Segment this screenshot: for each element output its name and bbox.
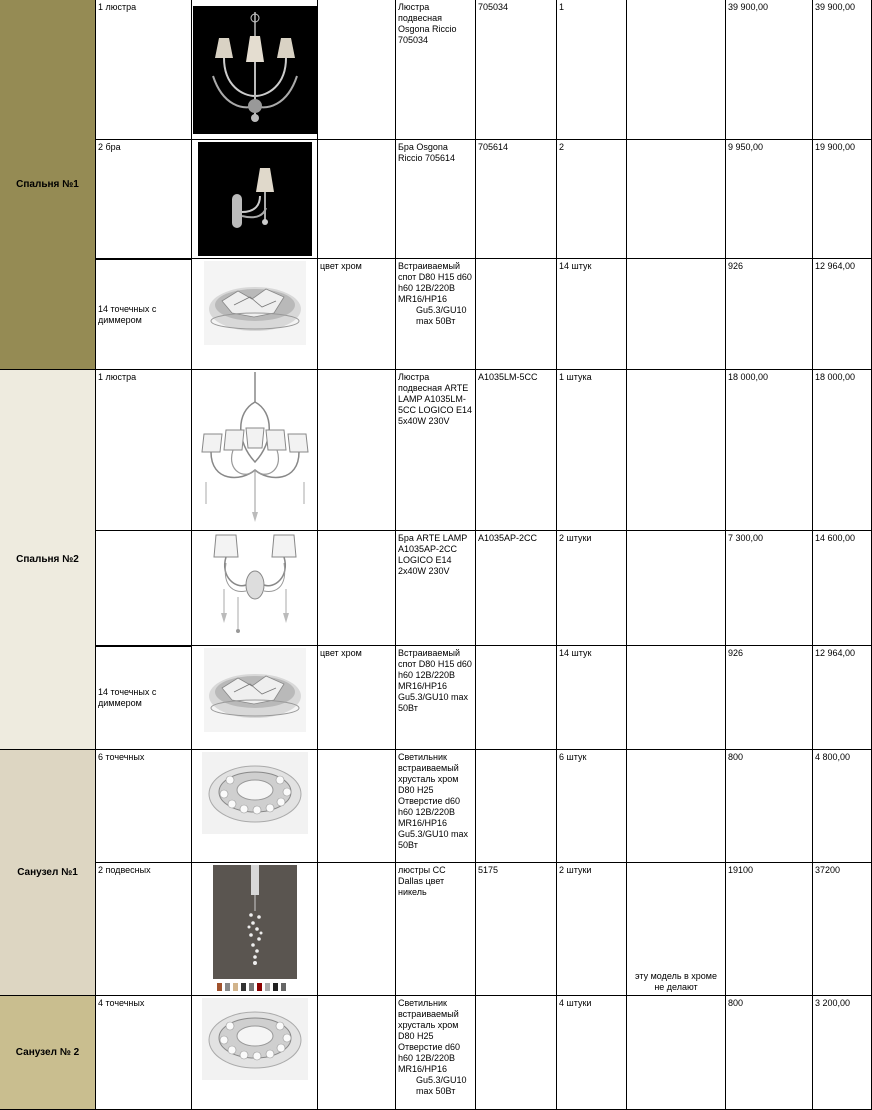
- description: Люстра подвесная Osgona Riccio 705034: [398, 2, 457, 45]
- image-cell: [192, 996, 318, 1110]
- article-cell: [476, 259, 557, 370]
- desc-cell: [396, 750, 476, 863]
- quantity-cell: [557, 140, 627, 259]
- quantity-cell: [557, 863, 627, 996]
- price-cell: [726, 750, 813, 863]
- desc-cell: [396, 863, 476, 996]
- wall-sconce-icon: [198, 142, 312, 256]
- table-row: [0, 531, 872, 646]
- table-row: [0, 996, 872, 1110]
- table-row: [0, 863, 872, 996]
- comment-cell: [627, 646, 726, 750]
- crystal-ring-spot-icon: [202, 998, 308, 1080]
- article: A1035AP-2CC: [478, 533, 538, 543]
- price-cell: [726, 140, 813, 259]
- qty-label: 1 люстра: [98, 372, 137, 382]
- note: цвет хром: [320, 261, 362, 271]
- qty-label: 2 бра: [98, 142, 121, 152]
- qty-label: 14 точечных с диммером: [98, 303, 157, 325]
- image-cell: [192, 646, 318, 750]
- total: 4 800,00: [815, 752, 851, 762]
- table-row: [0, 140, 872, 259]
- description: Бра Osgona Riccio 705614: [398, 142, 456, 163]
- comment: эту модель в хроме не делают: [635, 971, 717, 992]
- total-cell: [813, 531, 872, 646]
- image-cell: [192, 0, 318, 140]
- pendant-crystal-icon: [213, 865, 297, 993]
- comment-cell: [627, 140, 726, 259]
- qty-label-cell: [96, 531, 192, 646]
- quantity-cell: [557, 996, 627, 1110]
- image-cell: [192, 750, 318, 863]
- total: 12 964,00: [815, 648, 856, 658]
- price: 9 950,00: [728, 142, 764, 152]
- description: Светильник встраиваемый хрусталь хром D80 H25 Отверстие d60 h60 12В/220В MR16/HP16: [398, 998, 460, 1074]
- article-cell: [476, 0, 557, 140]
- article-cell: [476, 750, 557, 863]
- description: люстры СС Dallas цвет никель: [398, 865, 446, 897]
- quantity: 2: [559, 142, 565, 152]
- quantity: 2 штуки: [559, 865, 592, 875]
- description: Люстра подвесная ARTE LAMP A1035LM-5CC LOGICO E14 5x40W 230V: [398, 372, 473, 426]
- qty-label: 4 точечных: [98, 998, 145, 1008]
- total: 19 900,00: [815, 142, 856, 152]
- image-cell: [192, 531, 318, 646]
- price: 7 300,00: [728, 533, 764, 543]
- qty-label: 14 точечных с диммером: [98, 687, 157, 708]
- qty-label-cell: [96, 140, 192, 259]
- quantity-cell: [557, 0, 627, 140]
- note-cell: [318, 750, 396, 863]
- desc-cell: [396, 140, 476, 259]
- note-cell: [318, 259, 396, 370]
- price-cell: [726, 370, 813, 531]
- price-cell: [726, 0, 813, 140]
- note-cell: [318, 370, 396, 531]
- quantity: 6 штук: [559, 752, 587, 762]
- comment-cell: [627, 996, 726, 1110]
- quantity: 1: [559, 2, 565, 12]
- qty-label: 2 подвесных: [98, 865, 151, 875]
- description: Встраиваемый спот D80 H15 d60 h60 12В/220В MR16/HP16 Gu5.3/GU10 max 50Вт: [398, 648, 472, 713]
- article-cell: [476, 140, 557, 259]
- price-cell: [726, 863, 813, 996]
- qty-label-cell: [96, 646, 192, 750]
- article: 705034: [478, 2, 509, 12]
- quantity-cell: [557, 646, 627, 750]
- image-cell: [192, 370, 318, 531]
- article: A1035LM-5CC: [478, 372, 538, 382]
- price: 18 000,00: [728, 372, 769, 382]
- total-cell: [813, 259, 872, 370]
- article-cell: [476, 996, 557, 1110]
- quantity: 1 штука: [559, 372, 592, 382]
- price: 800: [728, 998, 744, 1008]
- total: 39 900,00: [815, 2, 856, 12]
- total: 37200: [815, 865, 841, 875]
- quantity-cell: [557, 259, 627, 370]
- double-sconce-icon: [200, 533, 310, 641]
- price: 800: [728, 752, 744, 762]
- total: 18 000,00: [815, 372, 856, 382]
- total-cell: [813, 0, 872, 140]
- quantity: 14 штук: [559, 261, 592, 271]
- total: 14 600,00: [815, 533, 856, 543]
- table-row: [0, 750, 872, 863]
- image-cell: [192, 259, 318, 370]
- price: 926: [728, 261, 744, 271]
- comment-cell: [627, 370, 726, 531]
- qty-label: 6 точечных: [98, 752, 145, 762]
- desc-cell: [396, 259, 476, 370]
- article-cell: [476, 531, 557, 646]
- qty-label-cell: [96, 259, 192, 370]
- qty-label-cell: [96, 370, 192, 531]
- desc-cell: [396, 996, 476, 1110]
- quantity: 4 штуки: [559, 998, 592, 1008]
- room-name: Санузел №1: [17, 867, 78, 878]
- crystal-spot-icon: [204, 648, 306, 732]
- image-cell: [192, 140, 318, 259]
- room-name: Спальня №1: [16, 179, 79, 190]
- desc-cell: [396, 370, 476, 531]
- comment-cell: [627, 0, 726, 140]
- total: 12 964,00: [815, 261, 856, 271]
- qty-label-cell: [96, 996, 192, 1110]
- room-name: Спальня №2: [16, 554, 79, 565]
- table-row: [0, 259, 872, 370]
- description: Встраиваемый спот D80 H15 d60 h60 12В/220В MR16/HP16: [398, 261, 472, 304]
- note-cell: [318, 0, 396, 140]
- image-cell: [192, 863, 318, 996]
- comment-cell: [627, 259, 726, 370]
- price-cell: [726, 259, 813, 370]
- chandelier-5-shade-icon: [196, 372, 314, 524]
- article-cell: [476, 863, 557, 996]
- description-continued: Gu5.3/GU10 max 50Вт: [416, 1075, 467, 1096]
- price: 39 900,00: [728, 2, 769, 12]
- price-cell: [726, 531, 813, 646]
- qty-label-cell: [96, 863, 192, 996]
- price-cell: [726, 646, 813, 750]
- total-cell: [813, 140, 872, 259]
- description-continued: Gu5.3/GU10 max 50Вт: [416, 305, 467, 326]
- quantity: 2 штуки: [559, 533, 592, 543]
- qty-label-cell: [96, 0, 192, 140]
- comment-cell: [627, 531, 726, 646]
- total-cell: [813, 750, 872, 863]
- total-cell: [813, 996, 872, 1110]
- note-cell: [318, 140, 396, 259]
- description: Светильник встраиваемый хрусталь хром D80 H25 Отверстие d60 h60 12В/220В MR16/HP16 Gu5.3/GU10 max 50Вт: [398, 752, 469, 850]
- price-cell: [726, 996, 813, 1110]
- total-cell: [813, 646, 872, 750]
- table-row: [0, 0, 872, 140]
- comment-cell: [627, 750, 726, 863]
- note: цвет хром: [320, 648, 362, 658]
- price: 19100: [728, 865, 754, 875]
- description: Бра ARTE LAMP A1035AP-2CC LOGICO E14 2x40W 230V: [398, 533, 468, 576]
- crystal-spot-icon: [204, 261, 306, 345]
- note-cell: [318, 863, 396, 996]
- quantity-cell: [557, 531, 627, 646]
- total: 3 200,00: [815, 998, 851, 1008]
- total-cell: [813, 370, 872, 531]
- table-row: [0, 646, 872, 750]
- total-cell: [813, 863, 872, 996]
- desc-cell: [396, 531, 476, 646]
- article-cell: [476, 646, 557, 750]
- quantity-cell: [557, 370, 627, 531]
- qty-label: 1 люстра: [98, 2, 137, 12]
- crystal-ring-spot-icon: [202, 752, 308, 834]
- article: 5175: [478, 865, 499, 875]
- chandelier-3-shade-icon: [193, 6, 317, 134]
- table-row: [0, 370, 872, 531]
- article-cell: [476, 370, 557, 531]
- quantity: 14 штук: [559, 648, 592, 658]
- room-name: Санузел № 2: [15, 1047, 80, 1058]
- note-cell: [318, 996, 396, 1110]
- desc-cell: [396, 646, 476, 750]
- desc-cell: [396, 0, 476, 140]
- note-cell: [318, 531, 396, 646]
- comment-cell: [627, 863, 726, 996]
- price: 926: [728, 648, 744, 658]
- note-cell: [318, 646, 396, 750]
- quantity-cell: [557, 750, 627, 863]
- qty-label-cell: [96, 750, 192, 863]
- article: 705614: [478, 142, 509, 152]
